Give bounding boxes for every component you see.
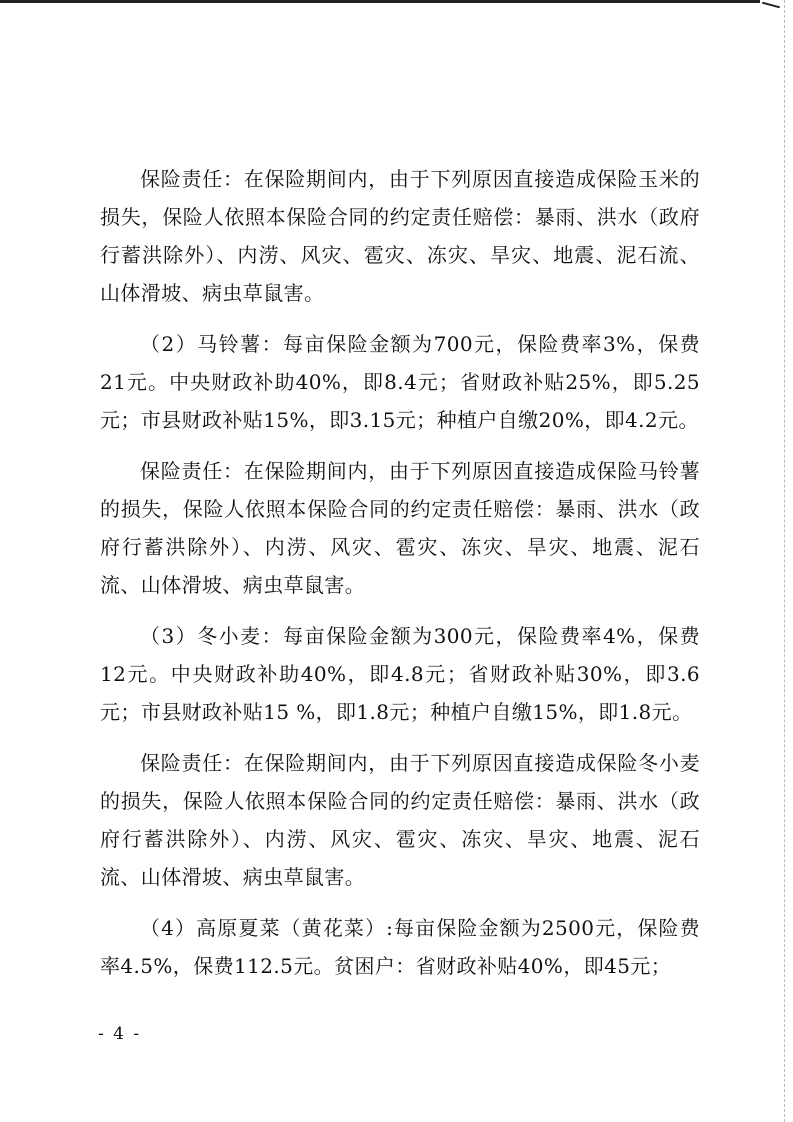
paragraph-wheat-liability: 保险责任：在保险期间内，由于下列原因直接造成保险冬小麦的损失，保险人依照本保险合同的约定责任赔偿：暴雨、洪水（政府行蓄洪除外）、内涝、风灾、雹灾、冻灾、旱灾、地震、泥石流、山体滑坡、病虫草鼠害。 [100, 751, 700, 889]
paragraph-daylily-premium: （4）高原夏菜（黄花菜）:每亩保险金额为2500元，保险费率4.5%，保费112.5元。贫困户：省财政补贴40%，即45元； [100, 916, 700, 978]
scan-right-margin [784, 0, 787, 1122]
paragraph-corn-liability: 保险责任：在保险期间内，由于下列原因直接造成保险玉米的损失，保险人依照本保险合同的约定责任赔偿：暴雨、洪水（政府行蓄洪除外）、内涝、风灾、雹灾、冻灾、旱灾、地震、泥石流、山体滑坡、病虫草鼠害。 [100, 167, 700, 305]
scan-corner-mark [762, 2, 780, 9]
document-body [100, 160, 700, 998]
paragraph-potato-premium: （2）马铃薯：每亩保险金额为700元，保险费率3%，保费21元。中央财政补助40%，即8.4元；省财政补贴25%，即5.25元；市县财政补贴15%，即3.15元；种植户自缴20%，即4.2元。 [100, 332, 700, 432]
scan-top-edge [0, 0, 760, 3]
page-number: - 4 - [98, 1024, 142, 1044]
paragraph-potato-liability: 保险责任：在保险期间内，由于下列原因直接造成保险马铃薯的损失，保险人依照本保险合同的约定责任赔偿：暴雨、洪水（政府行蓄洪除外）、内涝、风灾、雹灾、冻灾、旱灾、地震、泥石流、山体滑坡、病虫草鼠害。 [100, 459, 700, 597]
paragraph-wheat-premium: （3）冬小麦：每亩保险金额为300元，保险费率4%，保费12元。中央财政补助40%，即4.8元；省财政补贴30%，即3.6元；市县财政补贴15 %，即1.8元；种植户自缴15%，即1.8元。 [100, 624, 700, 724]
